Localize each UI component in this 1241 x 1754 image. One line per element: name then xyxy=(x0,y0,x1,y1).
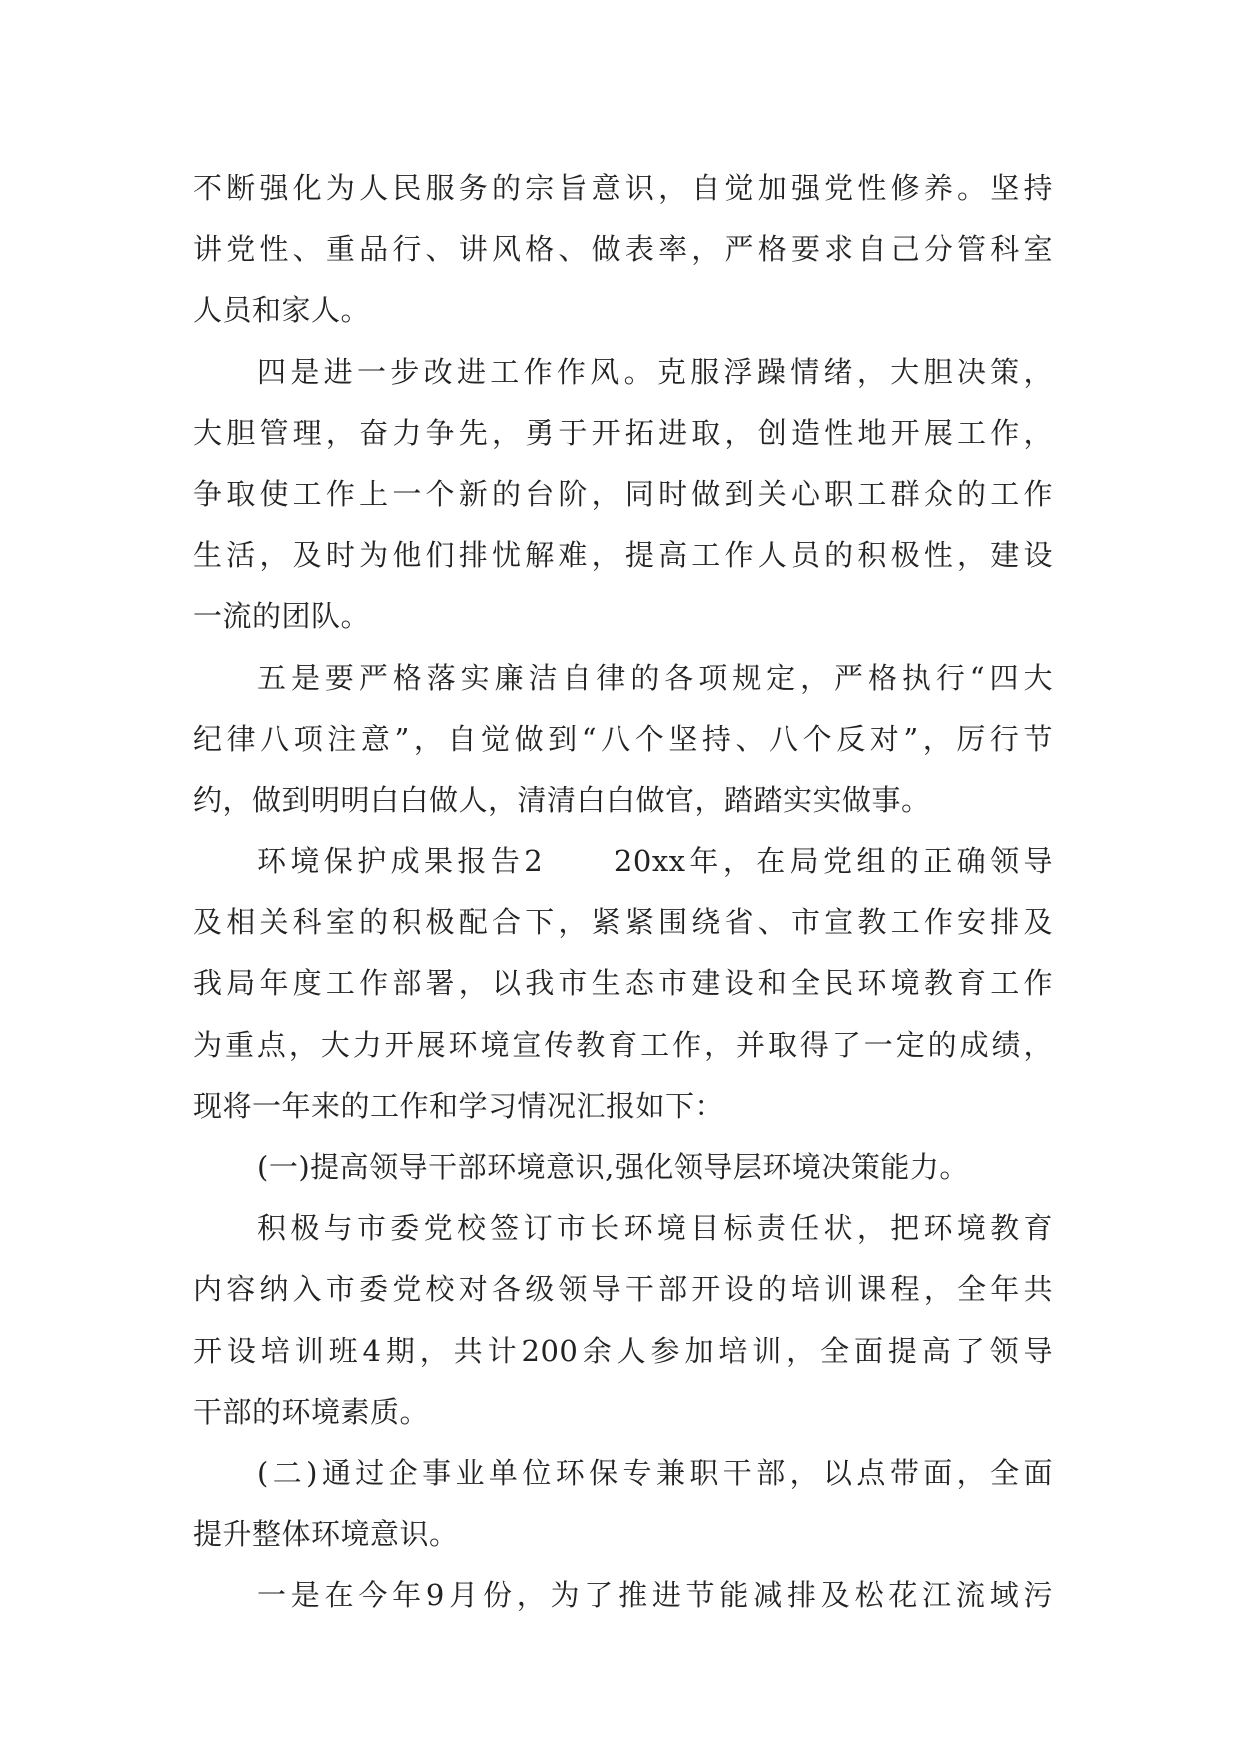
text-line: 五是要严格落实廉洁自律的各项规定，严格执行“四大 xyxy=(257,660,1053,695)
text-line: 约，做到明明白白做人，清清白白做官，踏踏实实做事。 xyxy=(193,782,931,817)
text-line: 及相关科室的积极配合下，紧紧围绕省、市宣教工作安排及 xyxy=(193,905,1053,940)
text-line: 环境保护成果报告2 20xx年，在局党组的正确领导 xyxy=(257,844,1053,879)
text-line: (一)提高领导干部环境意识,强化领导层环境决策能力。 xyxy=(257,1150,969,1184)
text-line: 现将一年来的工作和学习情况汇报如下： xyxy=(193,1088,725,1123)
body-text xyxy=(193,158,1053,1627)
text-line: 人员和家人。 xyxy=(193,293,371,328)
text-line: 生活，及时为他们排忧解难，提高工作人员的积极性，建设 xyxy=(193,538,1053,573)
text-line: 我局年度工作部署，以我市生态市建设和全民环境教育工作 xyxy=(193,966,1053,1001)
text-line: 开设培训班4期，共计200余人参加培训，全面提高了领导 xyxy=(193,1333,1053,1368)
text-line: 积极与市委党校签订市长环境目标责任状，把环境教育 xyxy=(257,1211,1053,1246)
text-line: 干部的环境素质。 xyxy=(193,1394,430,1429)
text-line: 提升整体环境意识。 xyxy=(193,1517,459,1552)
text-line: 一是在今年9月份，为了推进节能减排及松花江流域污 xyxy=(257,1578,1053,1613)
text-line: 纪律八项注意”，自觉做到“八个坚持、八个反对”，厉行节 xyxy=(193,721,1053,756)
text-line: 内容纳入市委党校对各级领导干部开设的培训课程，全年共 xyxy=(193,1272,1053,1307)
text-line: 四是进一步改进工作作风。克服浮躁情绪，大胆决策， xyxy=(257,354,1053,389)
text-line: 为重点，大力开展环境宣传教育工作，并取得了一定的成绩， xyxy=(193,1027,1053,1062)
text-line: 大胆管理，奋力争先，勇于开拓进取，创造性地开展工作， xyxy=(193,415,1053,450)
text-line: 争取使工作上一个新的台阶，同时做到关心职工群众的工作 xyxy=(193,476,1053,511)
text-line: (二)通过企事业单位环保专兼职干部，以点带面，全面 xyxy=(257,1455,1053,1490)
text-line: 一流的团队。 xyxy=(193,599,371,634)
text-line: 不断强化为人民服务的宗旨意识，自觉加强党性修养。坚持 xyxy=(193,171,1053,205)
text-line: 讲党性、重品行、讲风格、做表率，严格要求自己分管科室 xyxy=(193,232,1053,267)
